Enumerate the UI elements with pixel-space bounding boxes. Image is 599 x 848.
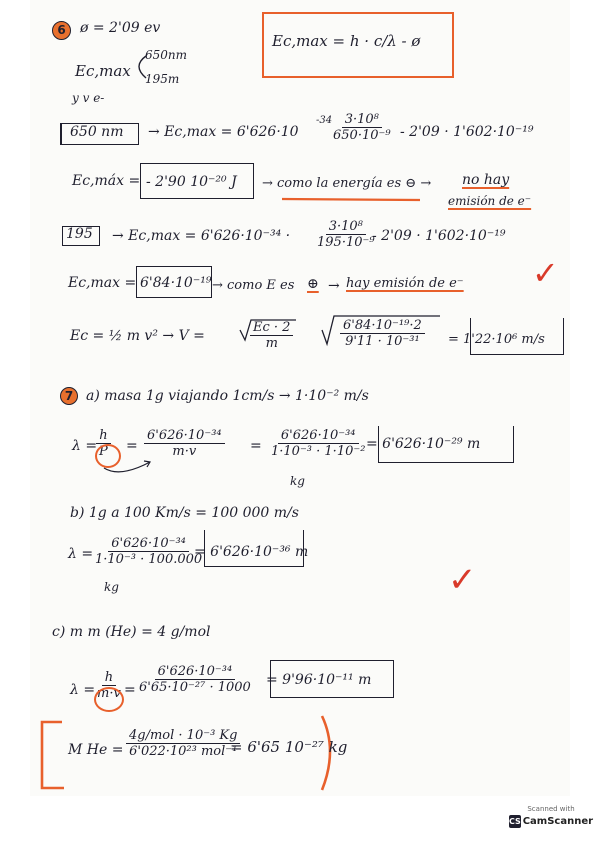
check-mark-7: ✓ [448,560,477,600]
part-c-f2-den: 6'65·10⁻²⁷ · 1000 [139,680,251,695]
part-c-lambda: λ = [70,682,96,698]
part-b-den: 1·10⁻³ · 100.000 [95,552,203,567]
mhe-answer: = 6'65 10⁻²⁷ kg [230,738,348,756]
part-c-f1-den: m·v [97,686,121,701]
check-mark-6: ✓ [532,254,559,292]
row5-rad1-den: m [265,336,278,351]
part-b-answer: = 6'626·10⁻³⁶ m [194,544,309,560]
part-a-text: a) masa 1g viajando 1cm/s → 1·10⁻² m/s [86,388,369,404]
row2-tail: → como la energía es ⊖ → [262,176,432,191]
row3-num: 3·10⁸ [326,219,366,235]
part-a-eq1: = [126,438,138,454]
row5-rad1-num: Ec · 2 [250,320,293,336]
part-a-lambda: λ = [72,438,98,454]
row3-ecmax: → Ec,max = 6'626·10⁻³⁴ · [112,228,291,244]
wavelength-195: 195m [145,72,180,86]
camscanner-brand [508,815,594,828]
mhe-fraction [126,728,240,759]
ec-max-label: Ec,max [75,62,131,80]
row2-ecmax: Ec,máx = [72,173,141,189]
part-c-eq1: = [124,682,136,698]
part-a-f3-num: 6'626·10⁻³⁴ [278,428,359,444]
part-c-text: c) m m (He) = 4 g/mol [52,624,211,640]
camscanner-watermark [508,805,594,839]
mhe-den: 6'022·10²³ mol⁻¹ [129,744,238,759]
wavelength-650: 650nm [145,48,188,62]
problem-6-badge: 6 [52,21,71,40]
row1-exp: -34 [316,115,333,126]
part-a-unit: kg [290,474,305,488]
row4-ecmax: Ec,max = [68,275,137,291]
part-b-lambda: λ = [68,546,94,562]
part-a-answer: = 6'626·10⁻²⁹ m [366,436,481,452]
part-a-f2-num: 6'626·10⁻³⁴ [144,428,225,444]
row4-result: 6'84·10⁻¹⁹ [140,275,212,291]
part-a-f1-num: h [96,428,110,444]
row4-tail2: → [328,278,340,294]
row3-tail: - 2'09 · 1'602·10⁻¹⁹ [372,228,506,244]
part-b-unit: kg [104,580,119,594]
row3-den: 195·10⁻⁹ [317,235,375,250]
part-a-f2-den: m·v [172,444,197,459]
formula-text: Ec,max = h · c/λ - ø [272,32,421,50]
phi-value: ø = 2'09 ev [80,20,161,36]
row1-num: 3·10⁸ [342,112,382,128]
row3-wavelength: 195 [66,226,93,242]
part-a-eq2: = [250,438,262,454]
camscanner-name: CamScanner [522,816,594,827]
row1-wavelength: 650 nm [70,124,124,140]
part-c-f1-num: h [102,670,116,686]
part-c-f2-num: 6'626·10⁻³⁴ [155,664,236,680]
row5-answer: = 1'22·10⁶ m/s [448,332,545,347]
row5-lhs: Ec = ½ m v² → V = [70,328,205,344]
row1-den: 650·10⁻⁹ [333,128,391,143]
part-c-answer: = 9'96·10⁻¹¹ m [266,672,372,688]
part-b-num: 6'626·10⁻³⁴ [108,536,189,552]
part-a-f1-den: P [99,444,108,459]
row4-hay: hay emisión de e⁻ [346,276,464,291]
row5-rad2-den: 9'11 · 10⁻³¹ [345,334,420,349]
problem-7-badge: 7 [60,387,78,405]
part-b-text: b) 1g a 100 Km/s = 100 000 m/s [70,505,299,521]
row1-ecmax: → Ec,max = 6'626·10 [148,124,299,140]
row1-tail: - 2'09 · 1'602·10⁻¹⁹ [400,124,534,140]
row2-result: - 2'90 10⁻²⁰ J [146,174,237,190]
row2-emision: emisión de e⁻ [448,194,532,208]
mhe-num: 4g/mol · 10⁻³ Kg [126,728,240,744]
camscanner-logo-icon: CS [508,817,521,826]
row2-no-hay: no hay [462,172,510,188]
y-ve-label: y v e- [72,91,105,105]
scanned-with-text: Scanned with [527,805,575,813]
mhe-lhs: M He = [68,742,124,758]
row4-plus: ⊕ [307,276,319,292]
row5-rad2-num: 6'84·10⁻¹⁹·2 [340,318,425,334]
row4-tail1: → como E es [212,278,295,293]
part-a-f3-den: 1·10⁻³ · 1·10⁻² [271,444,366,459]
